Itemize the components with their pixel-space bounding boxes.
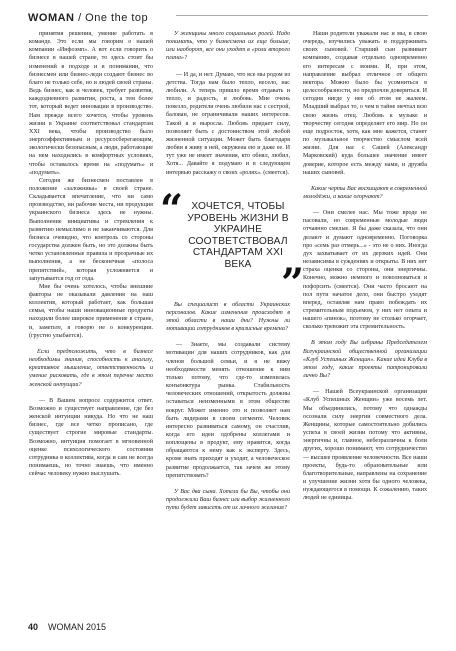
paragraph: Мне бы очень хотелось, чтобы внешние факторы не оказывали давления на наш коллектив, который работает, как большая семья, чтобы наши инновационные продукты находили более широкое применение в стране, и, заметьте, я говорю не о конкуренции. (грустно улыбается).: [29, 283, 153, 339]
column-1: [29, 30, 153, 610]
interview-question: В этом году Вы избраны Председателем Всеукраинской общественной организации «Клуб Успешных Женщин». Какие идеи Клуба в этом году, какие проекты патронировали лично Вы?: [303, 340, 427, 380]
paragraph-spacer: [166, 63, 290, 71]
paragraph-spacer: [303, 201, 427, 209]
page-footer: [28, 622, 106, 632]
paragraph: — Они смелее нас. Мы тоже вроде не пасовали, но современные молодые люди отчаянно смелые. Я бы даже сказала, что они делают и думают одновременно. Поговорка про «семь раз отмерь...» - это не о них. Иногда дух захватывает от их дерзких идей. Они независимы в суждениях и открыты. В них нет страха оценки со стороны, они энергичны. Конечно, можно немного и поволноваться и пофорсить (смеется). Они часто бросают на пол пути начатое дело, они быстро уходят вперед, оставляя нам право побеждать их стремительным подъемом, у них нет опыта и нашего «пинок», поэтому не столько огорчает, сколько тревожит эта стремительность.: [303, 210, 427, 331]
paragraph: — Нашей Всеукраинской организации «Клуб Успешных Женщин» уже восемь лет. Мы объединились, потому что однажды осознали силу энергии совместного дела. Женщины, которые самостоятельно добились успеха в своей жизни потому что активны, энергичны и, главное, небезразличны к боли других, хорошо понимают, что сотрудничество — высшее проявление человечности. Все наши проекты, будь-то образовательные или благотворительные, направлены на сохранение и улучшение жизни хотя бы одного человека, нуждающегося в помощи. К сожалению, таких людей не единицы.: [303, 389, 427, 502]
paragraph-spacer: [303, 177, 427, 185]
paragraph-spacer: [303, 380, 427, 388]
magazine-name: WOMAN: [28, 12, 75, 24]
paragraph-spacer: [166, 512, 290, 520]
issue-label: WOMAN 2015: [48, 622, 107, 632]
interview-question: Вы специалист в области Украинских персоналов. Какие изменения происходят в этой области в наши дни? Нужны ли мотивации сотрудников в кризисные времена?: [166, 301, 290, 333]
column-3: [303, 30, 427, 610]
pull-quote-text: ХОЧЕТСЯ, ЧТОБЫ УРОВЕНЬ ЖИЗНИ В УКРАИНЕ СООТВЕТСТВОВАЛ СТАНДАРТАМ XXI ВЕКА: [187, 201, 289, 270]
paragraph-spacer: [29, 389, 153, 397]
section-name: / One the top: [78, 12, 149, 24]
paragraph-spacer: [166, 480, 290, 488]
paragraph: — В Вашем вопросе содержится ответ. Возможно и существует направление, где без женской интуиции никуда. Но что не наш бизнес, где все четко прописано, где существует строгие мировые стандарты. Возможно, интуиция помогает в мгновенной оценке психологического состояния сотрудника в коллектива, когда и сам не всегда понимаешь, но точно знаешь, что именно сейчас человеку нужно выслушать.: [29, 397, 153, 478]
paragraph-spacer: [166, 333, 290, 341]
paragraph: — И да, и нет. Думаю, что все мы родом из детства. Тогда нам было тепло, весело, нас любили. А теперь пришло время отдавать и тепло, и радость, и любовь. Мне очень повезло, родители очень любили нас с сестрой, балован, не ограничивали наших интересов. Такой я и выросла. Любовь придает силу, позволяет быть с достоинством этой любой жизненной ситуации. Может быть благодаря любви я живу в ней, окружена ею и даже ее. И тут уже не имеет значения, кто обнял, любил, Хотя... Давайте я подумаю и в следующем интервью расскажу о своих «ролях». (смеется).: [166, 71, 290, 176]
page-header: [28, 8, 428, 28]
paragraph-spacer: [166, 177, 290, 185]
paragraph-spacer: [29, 340, 153, 348]
open-quote-icon: “: [160, 186, 184, 233]
interview-question: Если предположить, что в бизнесе необходимы знания, способность к анализу, креативное мышление, ответственность и умение рисковать, где в этом перечне место женской интуиции?: [29, 348, 153, 388]
pull-quote: [160, 186, 304, 313]
interview-question: У Вас два сына. Хотели бы Вы, чтобы они продолжили Ваш бизнес или выбор жизненного пути будет зависеть от их личного желания?: [166, 488, 290, 512]
close-quote-icon: ”: [280, 260, 304, 307]
header-rule: [176, 15, 428, 16]
interview-question: Какие черты Вас восхищают в современной молодёжи, а какие огорчают?: [303, 185, 427, 200]
interview-question: У женщины много социальных ролей. Надо понимать, что у бизнесмена их еще больше, или наоборот, все они уходят в «роли второго плана»?: [166, 31, 290, 62]
column-2: [166, 30, 290, 610]
paragraph: Сегодня же бизнесмен поставлен в положение «заложника» в своей стране. Складывается впечатление, что ни само производство, ни рабочие места, ни продукция украинского бизнеса здесь не нужны. Выполнение инициативы и стремления к развитию немыслимо и не заканчиваются. Для бизнеса очевидно, что контроль со стороны государства должен быть, но это должны быть четко установленные правила и прозрачные их выполнения, а не бесконечная «полоса препятствий», которая усложняется и запутывается год от года.: [29, 177, 153, 282]
paragraph: — Знаете, мы создавали систему мотивации для наших сотрудников, как для членов большой семьи, и я не вижу необходимости менять отношение к ним только потому, что где-то изменилась конъюнктура рынка. Стабильность человеческих отношений, открытость должны оставаться неизменными в этом обществе вокруг. Может именно это и позволяет нам быть лидерами в своем сегменте. Человек интересно развиваться самому, он счастлив, когда его идеи одобрены коллегами и воплощены в продукт, ему нравится, когда обращаются к нему как к эксперту. Здесь, кроме знать приходят и уходят, а человеческое развитие продолжается, так зачем же этому препятствовать?: [166, 342, 290, 479]
paragraph-spacer: [303, 331, 427, 339]
page-number: 40: [28, 622, 39, 632]
paragraph: принятия решения, умение работать в команде. Это если мы говорим о нашей компании «Инфоэмп». А вот если говорить о бизнесе в нашей стране, то здесь стоит бы изменений в подходе и в понимании, что бизнесмен или бизнес-леди создают бизнес во благо не только себе, но и людей своей страны. Ведь бизнес, как и человек, требует развития, каждодневного развития, роста, а тем более тот, который ведет инновации в производство. Нам прежде всего хочется, чтобы уровень жизни в Украине соответствовал стандартам XXI века, чтобы производство было энергоэффективным и ресурсосберегающим, экологически безопасным, а люди, работающие на нем находились в комфортных условиях, чтобы оставалось время на «подумать» и «подумать».: [29, 31, 153, 176]
paragraph: Наши родители уважали нас и мы, в свою очередь, изучились уважать и поддерживать своих сыновей. Старший сын развивает компанию, создавая отдельно одновременно его интересам с моими. И, при этом, направление выбрал отличное от общего вектора. Можно было бы усомниться в целесообразности, но предпочли довериться. И сегодня нигде у нее об этом не жалеем. Младший выбрал то, о чем в тайне мечтал всю свою жизнь отец. Любовь к музыке и творчеству сегодня определяет его мир. Но он еще подросток, хотя, как мне кажется, станет по музыкальное творчество смыслом всей жизни. Для нас с Сашей (Александр Марковский) куда большее значение имеет доверие, которое есть между нами, и дружба наших сыновей.: [303, 31, 427, 176]
